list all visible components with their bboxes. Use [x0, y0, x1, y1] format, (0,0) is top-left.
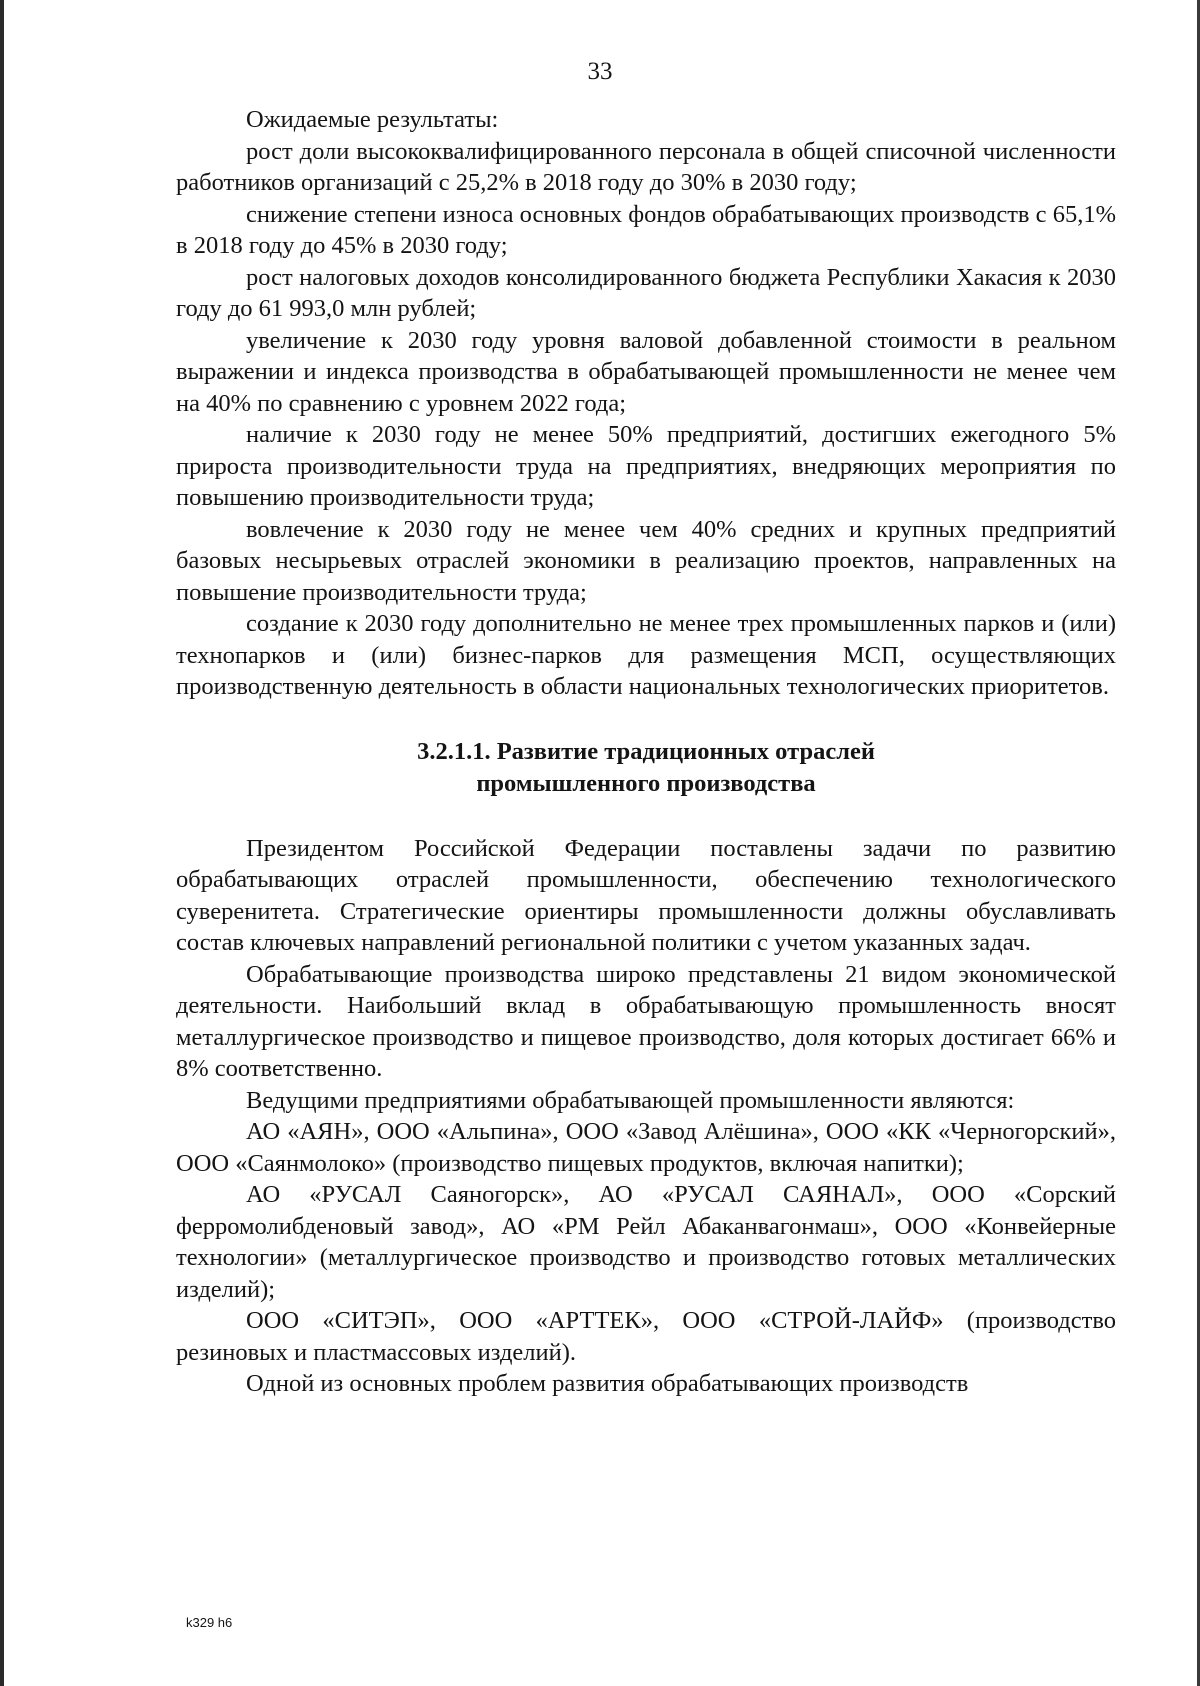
paragraph-expected-results-title: Ожидаемые результаты:: [246, 106, 499, 133]
paragraph-result-5: наличие к 2030 году не менее 50% предприятий, достигших ежегодного 5% прироста производительности труда на предприятиях, внедряющих мероприятия по повышению производительности труда;: [176, 421, 1116, 511]
paragraph-result-1: рост доли высококвалифицированного персонала в общей списочной численности работников организаций с 25,2% в 2018 году до 30% в 2030 году;: [176, 137, 1116, 196]
paragraph-leading-enterprises: Ведущими предприятиями обрабатывающей промышленности являются:: [246, 1086, 1015, 1114]
scan-edge-left: [0, 0, 4, 1686]
paragraph-main-problems: Одной из основных проблем развития обрабатывающих производств: [246, 1370, 969, 1397]
paragraph-food-enterprises: АО «АЯН», ООО «Альпина», ООО «Завод Алёшина», ООО «КК «Черногорский», ООО «Саянмолоко» (производство пищевых продуктов, включая напитки);: [176, 1118, 1116, 1177]
paragraph-rubber-enterprises: ООО «СИТЭП», ООО «АРТТЕК», ООО «СТРОЙ-ЛАЙФ» (производство резиновых и пластмассовых изделий).: [176, 1307, 1116, 1366]
paragraph-result-7: создание к 2030 году дополнительно не менее трех промышленных парков и (или) технопарков и (или) бизнес-парков для размещения МСП, осуществляющих производственную деятельность в области национальных технологических приоритетов.: [176, 610, 1116, 700]
footer-document-code: k329 h6: [186, 1615, 233, 1630]
paragraph-result-3: рост налоговых доходов консолидированного бюджета Республики Хакасия к 2030 году до 61 993,0 млн рублей;: [176, 263, 1116, 322]
page-number: 33: [587, 58, 613, 85]
paragraph-result-2: снижение степени износа основных фондов обрабатывающих производств с 65,1% в 2018 году до 45% в 2030 году;: [176, 200, 1116, 259]
section-heading: [176, 736, 1116, 800]
section-heading-line-1: 3.2.1.1. Развитие традиционных отраслей: [417, 737, 875, 765]
paragraph-metallurgy-enterprises: АО «РУСАЛ Саяногорск», АО «РУСАЛ САЯНАЛ», ООО «Сорский ферромолибденовый завод», АО «РМ Рейл Абаканвагонмаш», ООО «Конвейерные технологии» (металлургическое производство и производство готовых металлических изделий);: [176, 1181, 1116, 1303]
paragraph-result-4: увеличение к 2030 году уровня валовой добавленной стоимости в реальном выражении и индекса производства в обрабатывающей промышленности не менее чем на 40% по сравнению с уровнем 2022 года;: [176, 326, 1116, 417]
paragraph-result-6: вовлечение к 2030 году не менее чем 40% средних и крупных предприятий базовых несырьевых отраслей экономики в реализацию проектов, направленных на повышение производительности труда;: [176, 515, 1116, 606]
section-heading-line-2: промышленного производства: [476, 769, 816, 797]
paragraph-president-tasks: Президентом Российской Федерации поставлены задачи по развитию обрабатывающих отраслей промышленности, обеспечению технологического суверенитета. Стратегические ориентиры промышленности должны обуславливать состав ключевых направлений региональной политики с учетом указанных задач.: [176, 834, 1116, 956]
document-body: [176, 104, 1116, 1400]
paragraph-manufacturing-types: Обрабатывающие производства широко представлены 21 видом экономической деятельности. Наибольший вклад в обрабатывающую промышленность вносят металлургическое производство и пищевое производство, доля которых достигает 66% и 8% соответственно.: [176, 960, 1116, 1082]
